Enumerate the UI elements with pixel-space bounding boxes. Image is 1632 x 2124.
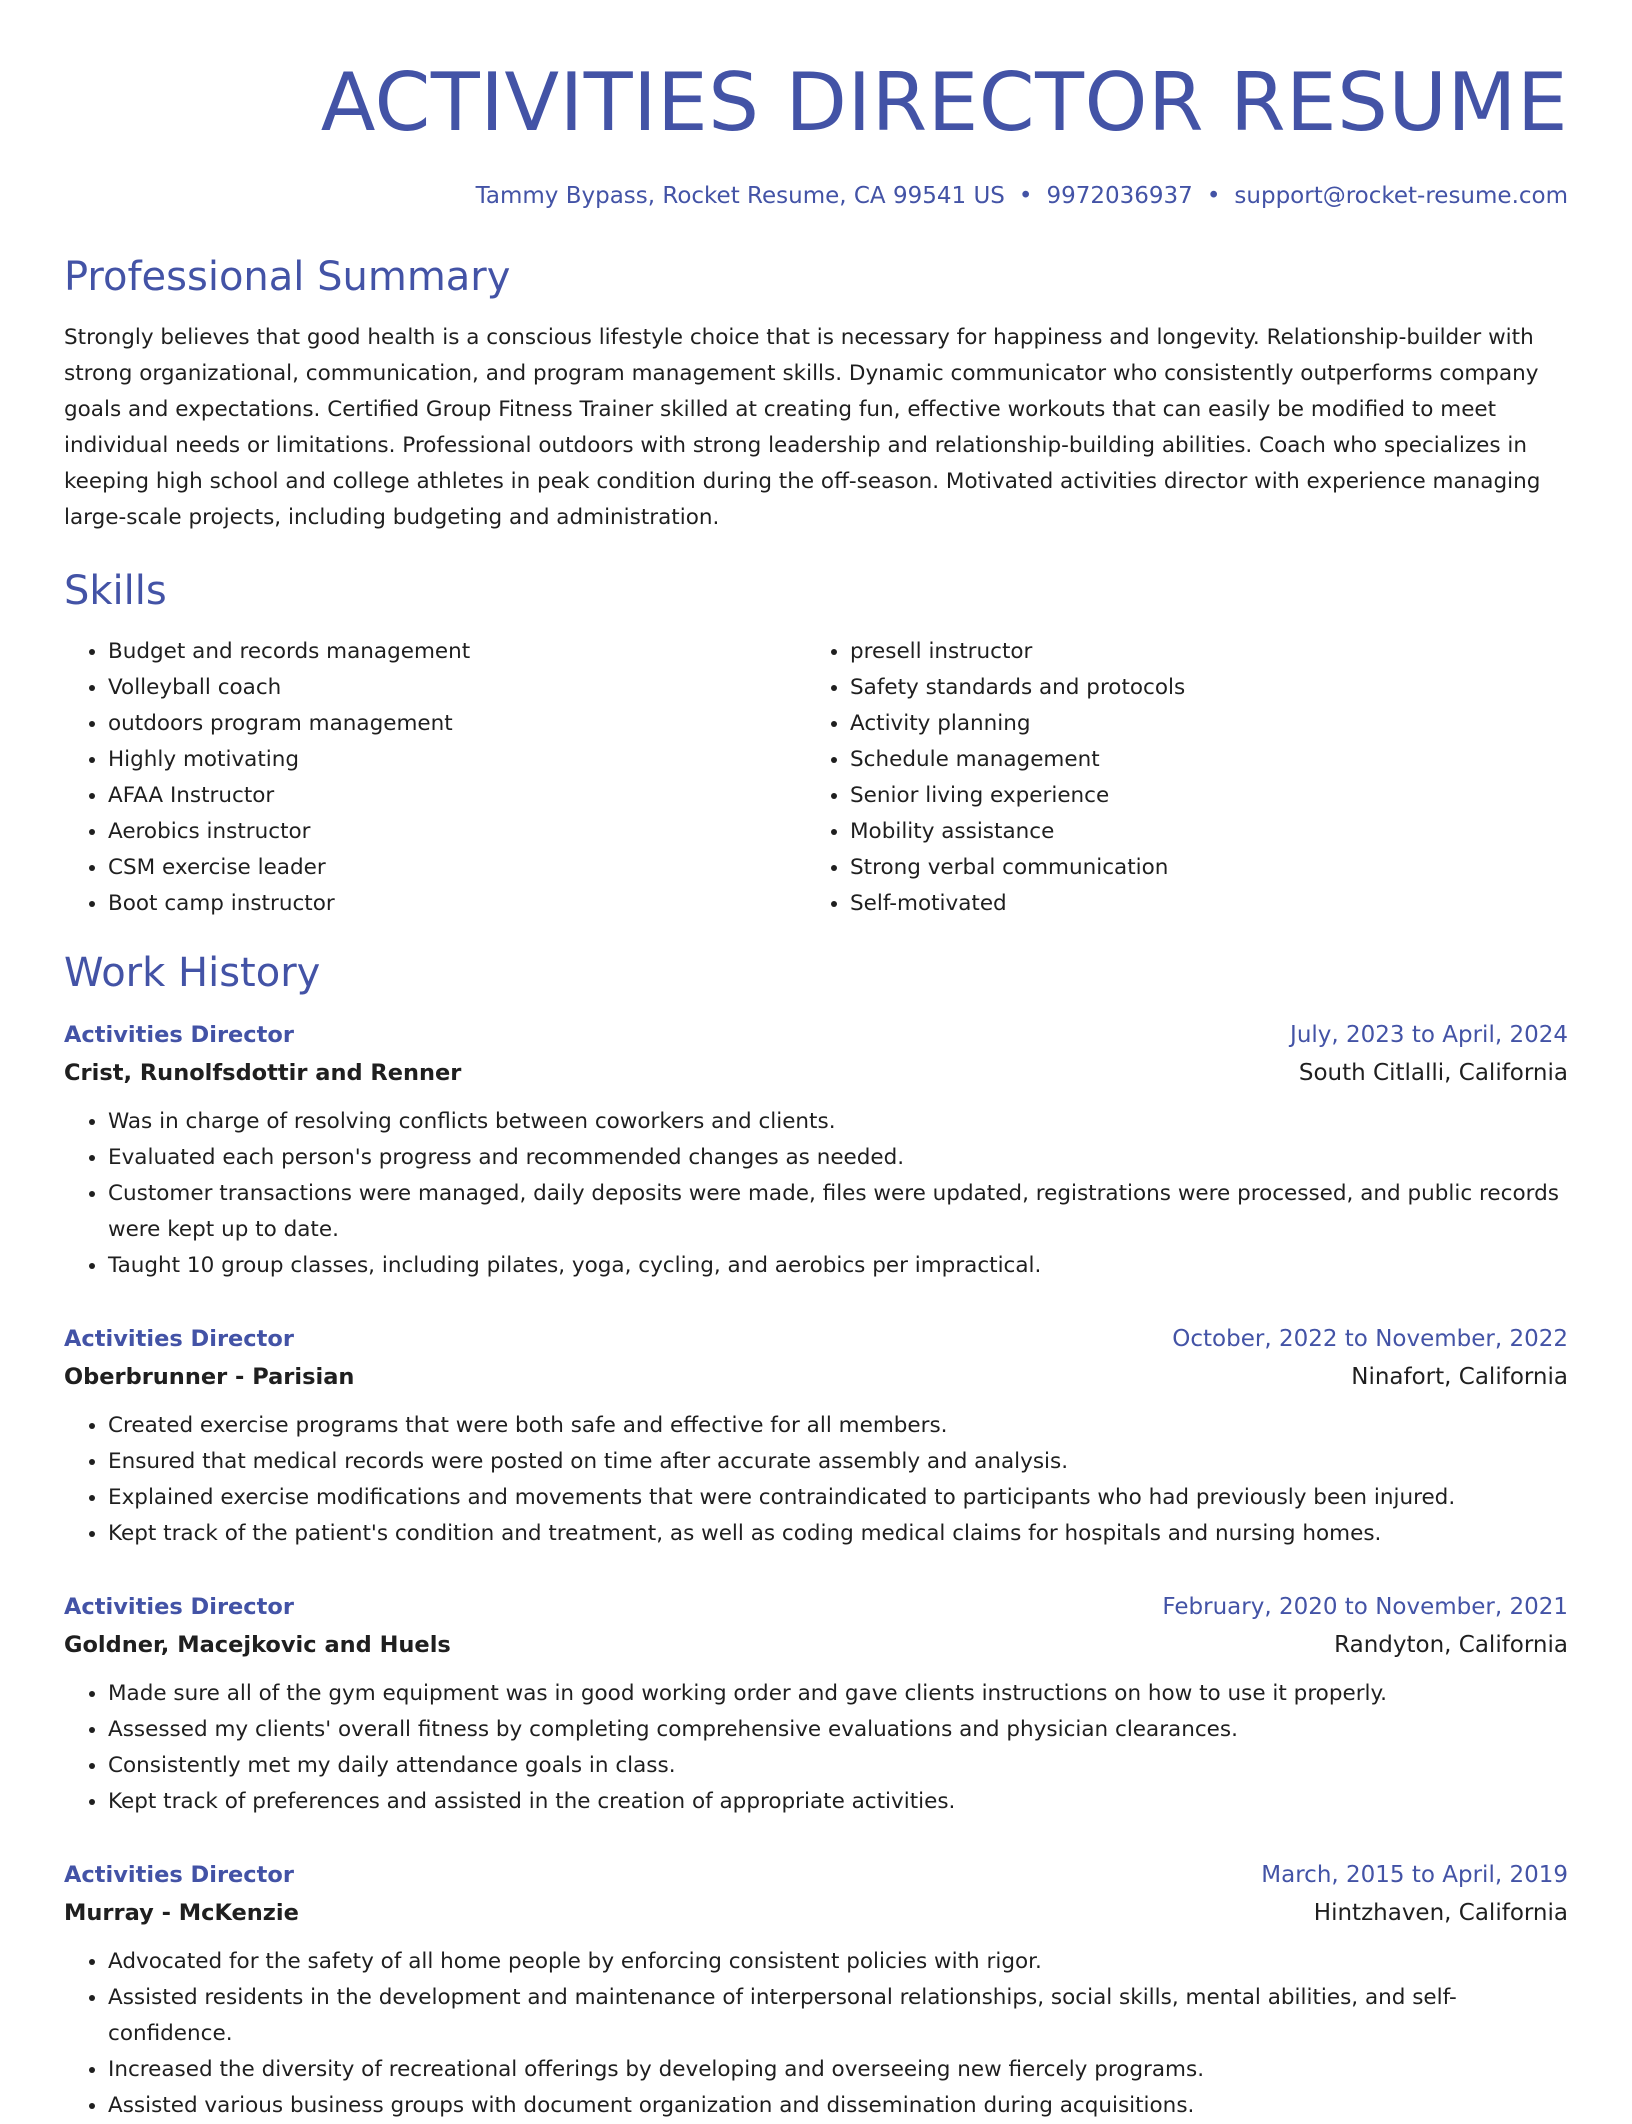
job-position: Activities Director — [64, 1022, 294, 1048]
job-duty: • Created exercise programs that were both safe and effective for all members. — [108, 1408, 1568, 1444]
skill-item: • Safety standards and protocols — [850, 670, 1548, 706]
skill-item: • outdoors program management — [108, 706, 806, 742]
resume-title: ACTIVITIES DIRECTOR RESUME — [320, 56, 1568, 149]
skills-heading: Skills — [64, 568, 167, 614]
job-duty: • Increased the diversity of recreational offerings by developing and overseeing new fiercely programs. — [108, 2052, 1568, 2088]
job-company: Murray - McKenzie — [64, 1900, 299, 1926]
skill-item: • Volleyball coach — [108, 670, 806, 706]
job-company-row — [64, 1054, 1568, 1092]
job-company-row — [64, 1626, 1568, 1664]
job-duty: • Assessed my clients' overall fitness by completing comprehensive evaluations and physician clearances. — [108, 1712, 1568, 1748]
job-duty: • Was in charge of resolving conflicts between coworkers and clients. — [108, 1104, 1568, 1140]
skill-item: • Strong verbal communication — [850, 850, 1548, 886]
job-duty: • Customer transactions were managed, daily deposits were made, files were updated, registrations were processed, and public records were kept up to date. — [108, 1176, 1568, 1248]
job-duty: • Consistently met my daily attendance goals in class. — [108, 1748, 1568, 1784]
resume-page — [64, 0, 1568, 2124]
job-duties — [64, 1104, 1568, 1284]
job-duty: • Kept track of the patient's condition and treatment, as well as coding medical claims for hospitals and nursing homes. — [108, 1516, 1568, 1552]
summary-heading: Professional Summary — [64, 254, 511, 300]
job-company: Crist, Runolfsdottir and Renner — [64, 1060, 462, 1086]
skill-item: • Schedule management — [850, 742, 1548, 778]
contact-separator: • — [1206, 183, 1221, 209]
job-entry — [64, 1320, 1568, 1552]
job-dates: February, 2020 to November, 2021 — [1162, 1594, 1568, 1620]
skill-item: • CSM exercise leader — [108, 850, 806, 886]
job-entry — [64, 1856, 1568, 2124]
job-company-row — [64, 1358, 1568, 1396]
skill-item: • Highly motivating — [108, 742, 806, 778]
job-position: Activities Director — [64, 1326, 294, 1352]
skill-item: • AFAA Instructor — [108, 778, 806, 814]
skill-item: • Budget and records management — [108, 634, 806, 670]
job-title-row — [64, 1016, 1568, 1054]
job-duty: • Evaluated each person's progress and recommended changes as needed. — [108, 1140, 1568, 1176]
job-dates: July, 2023 to April, 2024 — [1290, 1022, 1568, 1048]
job-duty: • Assisted residents in the development and maintenance of interpersonal relationships, social skills, mental abilities, and self-confidence. — [108, 1980, 1568, 2052]
job-company: Goldner, Macejkovic and Huels — [64, 1632, 451, 1658]
job-entry — [64, 1016, 1568, 1284]
job-duty: • Taught 10 group classes, including pilates, yoga, cycling, and aerobics per impractical. — [108, 1248, 1568, 1284]
job-duty: • Ensured that medical records were posted on time after accurate assembly and analysis. — [108, 1444, 1568, 1480]
contact-separator: • — [1018, 183, 1033, 209]
contact-email: support@rocket-resume.com — [1234, 183, 1568, 209]
contact-line — [64, 180, 1568, 212]
job-dates: October, 2022 to November, 2022 — [1172, 1326, 1568, 1352]
job-company-row — [64, 1894, 1568, 1932]
job-location: South Citlalli, California — [1298, 1060, 1568, 1086]
job-dates: March, 2015 to April, 2019 — [1261, 1862, 1568, 1888]
job-title-row — [64, 1588, 1568, 1626]
contact-address: Tammy Bypass, Rocket Resume, CA 99541 US — [475, 183, 1005, 209]
job-duties — [64, 1676, 1568, 1820]
job-duty: • Kept track of preferences and assisted in the creation of appropriate activities. — [108, 1784, 1568, 1820]
job-entry — [64, 1588, 1568, 1820]
job-location: Ninafort, California — [1351, 1364, 1568, 1390]
skills-column-right — [806, 634, 1548, 922]
job-duties — [64, 1408, 1568, 1552]
skill-item: • Activity planning — [850, 706, 1548, 742]
job-title-row — [64, 1320, 1568, 1358]
job-duty: • Made sure all of the gym equipment was in good working order and gave clients instructions on how to use it properly. — [108, 1676, 1568, 1712]
job-position: Activities Director — [64, 1862, 294, 1888]
contact-phone: 9972036937 — [1046, 183, 1193, 209]
summary-text: Strongly believes that good health is a conscious lifestyle choice that is necessary for happiness and longevity. Relationship-builder with strong organizational, communication, and program management skills. Dynamic communicator who consistently outperforms company goals and expectations. Certified Group Fitness Trainer skilled at creating fun, effective workouts that can easily be modified to meet individual needs or limitations. Professional outdoors with strong leadership and relationship-building abilities. Coach who specializes in keeping high school and college athletes in peak condition during the off-season. Motivated activities director with experience managing large-scale projects, including budgeting and administration. — [64, 325, 1541, 530]
skills-column-left — [64, 634, 806, 922]
job-duties — [64, 1944, 1568, 2124]
job-location: Randyton, California — [1334, 1632, 1568, 1658]
skill-item: • presell instructor — [850, 634, 1548, 670]
skills-list — [64, 634, 1568, 922]
skill-item: • Boot camp instructor — [108, 886, 806, 922]
work-history-heading: Work History — [64, 950, 321, 996]
skill-item: • Mobility assistance — [850, 814, 1548, 850]
job-duty: • Explained exercise modifications and movements that were contraindicated to participants who had previously been injured. — [108, 1480, 1568, 1516]
job-duty: • Advocated for the safety of all home people by enforcing consistent policies with rigor. — [108, 1944, 1568, 1980]
resume-header — [64, 0, 1568, 212]
job-position: Activities Director — [64, 1594, 294, 1620]
job-location: Hintzhaven, California — [1313, 1900, 1568, 1926]
skill-item: • Aerobics instructor — [108, 814, 806, 850]
job-company: Oberbrunner - Parisian — [64, 1364, 355, 1390]
skill-item: • Senior living experience — [850, 778, 1548, 814]
job-title-row — [64, 1856, 1568, 1894]
skill-item: • Self-motivated — [850, 886, 1548, 922]
job-duty: • Assisted various business groups with document organization and dissemination during acquisitions. — [108, 2088, 1568, 2124]
